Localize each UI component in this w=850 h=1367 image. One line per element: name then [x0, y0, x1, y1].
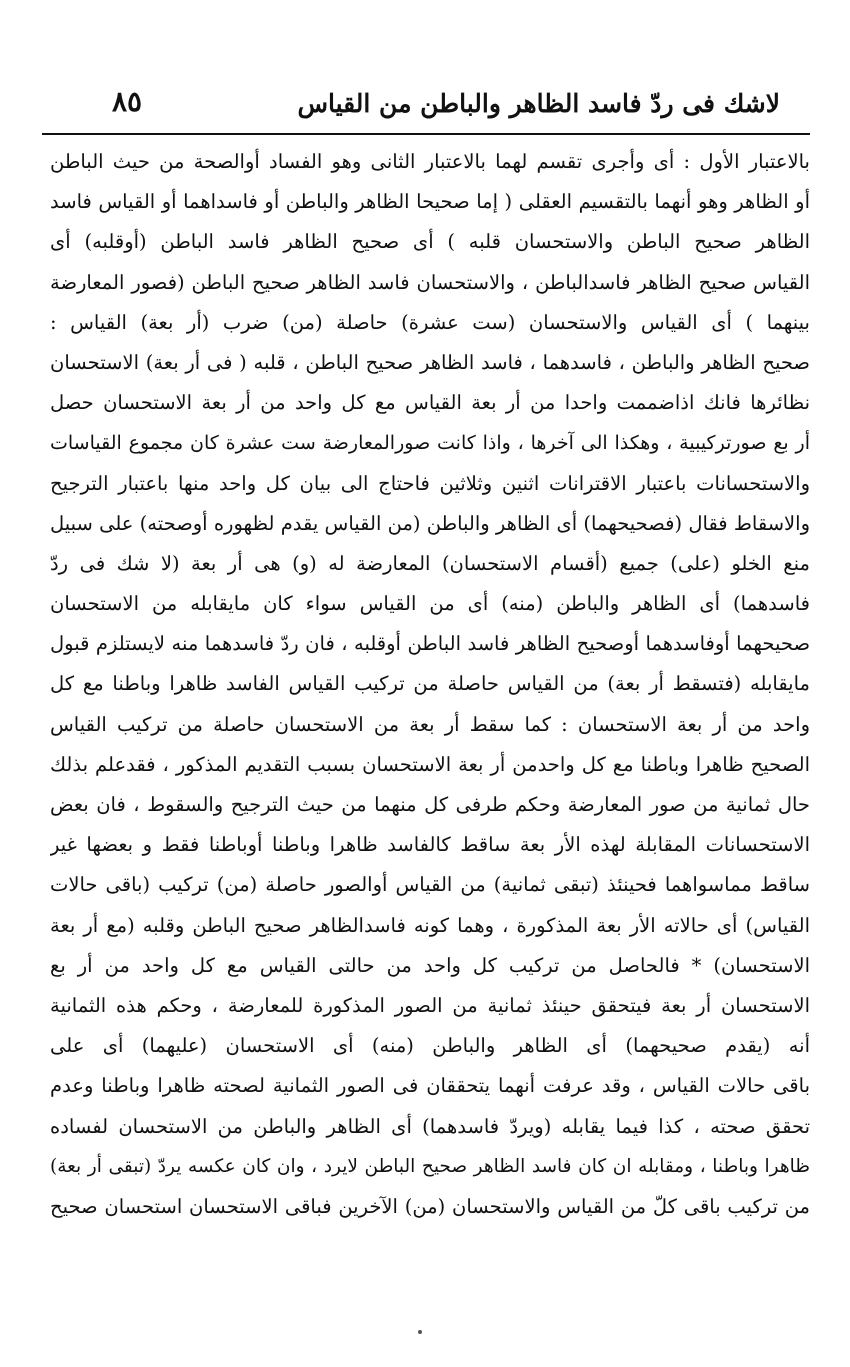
- text-line: ساقط مماسواهما فحينئذ (تبقى ثمانية) من القياس أوالصور حاصلة (من) تركيب (باقى حالات: [50, 873, 810, 897]
- text-line: صحيحهما أوفاسدهما أوصحيح الظاهر فاسد الباطن أوقلبه ، فان ردّ فاسدهما منه لايستلزم قبول: [50, 632, 810, 656]
- text-line: ظاهرا وباطنا ، ومقابله ان كان فاسد الظاهر صحيح الباطن لايرد ، وان كان عكسه يردّ (تبقى أر بعة): [50, 1155, 810, 1177]
- page-header: [42, 78, 810, 134]
- main-text: [50, 142, 810, 1307]
- running-title: لاشك فى ردّ فاسد الظاهر والباطن من القياس: [297, 89, 780, 118]
- text-line: الظاهر صحيح الباطن والاستحسان قلبه ) أى صحيح الظاهر فاسد الباطن (أوقلبه) أى: [50, 230, 810, 254]
- text-line: بينهما ) أى القياس والاستحسان (ست عشرة) حاصلة (من) ضرب (أر بعة) القياس :: [50, 310, 810, 334]
- text-line: الاستحسان أر بعة فيتحقق حينئذ ثمانية من الصور المذكورة للمعارضة ، وحكم هذه الثمانية: [50, 993, 810, 1017]
- text-line: بالاعتبار الأول : أى وأجرى تقسم لهما بالاعتبار الثانى وهو الفساد أوالصحة من حيث الباطن: [50, 150, 810, 173]
- text-line: والاستحسانات باعتبار الاقترانات اثنين وثلاثين فاحتاج الى بيان كل واحد منها باعتبار الترجيح: [50, 471, 810, 495]
- text-line: القياس صحيح الظاهر فاسدالباطن ، والاستحسان فاسد الظاهر صحيح الباطن (فصور المعارضة: [50, 270, 810, 294]
- text-line: [50, 1267, 810, 1307]
- text-line: الاستحسانات المقابلة لهذه الأر بعة ساقط كالفاسد ظاهرا وباطنا أوباطنا فقط و بعضها غير: [50, 833, 810, 857]
- text-line: والاسقاط فقال (فصحيحهما) أى الظاهر والباطن (من القياس يقدم لظهوره أوصحته) على سبيل: [50, 511, 810, 535]
- text-line: أر بع صورتركيبية ، وهكذا الى آخرها ، واذا كانت صورالمعارضة ست عشرة كان مجموع القياسات: [50, 432, 810, 455]
- page-number: ٨٥: [112, 85, 143, 118]
- text-line: من تركيب باقى كلّ من القياس والاستحسان (من) الآخرين فباقى الاستحسان استحسان صحيح: [50, 1194, 810, 1218]
- text-line: صحيح الظاهر والباطن ، فاسدهما ، فاسد الظاهر صحيح الباطن ، قلبه ( فى أر بعة) الاستحسان: [50, 350, 810, 374]
- header-rule: [42, 133, 810, 135]
- text-line: نظائرها فانك اذاضممت واحدا من أر بعة القياس مع كل واحد من أر بعة الاستحسان حصل: [50, 391, 810, 415]
- text-line: واحد من أر بعة الاستحسان : كما سقط أر بعة من الاستحسان حاصلة من تركيب القياس: [50, 712, 810, 736]
- text-line: الصحيح ظاهرا وباطنا مع كل واحدمن أر بعة الاستحسان بسبب التقديم المذكور ، فقدعلم بذلك: [50, 752, 810, 776]
- text-line: القياس) أى حالاته الأر بعة المذكورة ، وهما كونه فاسدالظاهر صحيح الباطن وقلبه (مع أر بعة: [50, 913, 810, 937]
- text-line: تحقق صحته ، كذا فيما يقابله (ويردّ فاسدهما) أى الظاهر والباطن من الاستحسان لفساده: [50, 1114, 810, 1138]
- text-line: باقى حالات القياس ، وقد عرفت أنهما يتحققان فى الصور الثمانية لصحته ظاهرا وباطنا وعدم: [50, 1074, 810, 1098]
- text-line: الاستحسان) * فالحاصل من تركيب كل واحد من حالتى القياس مع كل واحد من أر بع: [50, 953, 810, 977]
- ink-dot: [418, 1330, 422, 1334]
- text-line: [50, 1227, 810, 1267]
- text-line: حال ثمانية من صور المعارضة وحكم طرفى كل منهما من حيث الترجيح والسقوط ، فان بعض: [50, 793, 810, 816]
- text-line: أو الظاهر وهو أنهما بالتقسيم العقلى ( إما صحيحا الظاهر والباطن أو فاسداهما أو القياس فاسد: [50, 190, 810, 214]
- text-line: منع الخلو (على) جميع (أقسام الاستحسان) المعارضة له (و) هى أر بعة (لا شك فى ردّ: [50, 551, 810, 575]
- text-line: فاسدهما) أى الظاهر والباطن (منه) أى من القياس سواء كان مايقابله من الاستحسان: [50, 592, 810, 616]
- text-line: أنه (يقدم صحيحهما) أى الظاهر والباطن (منه) أى الاستحسان (عليهما) أى على: [50, 1034, 810, 1058]
- text-line: مايقابله (فتسقط أر بعة) من القياس حاصلة من تركيب القياس الفاسد ظاهرا وباطنا مع كل: [50, 672, 810, 696]
